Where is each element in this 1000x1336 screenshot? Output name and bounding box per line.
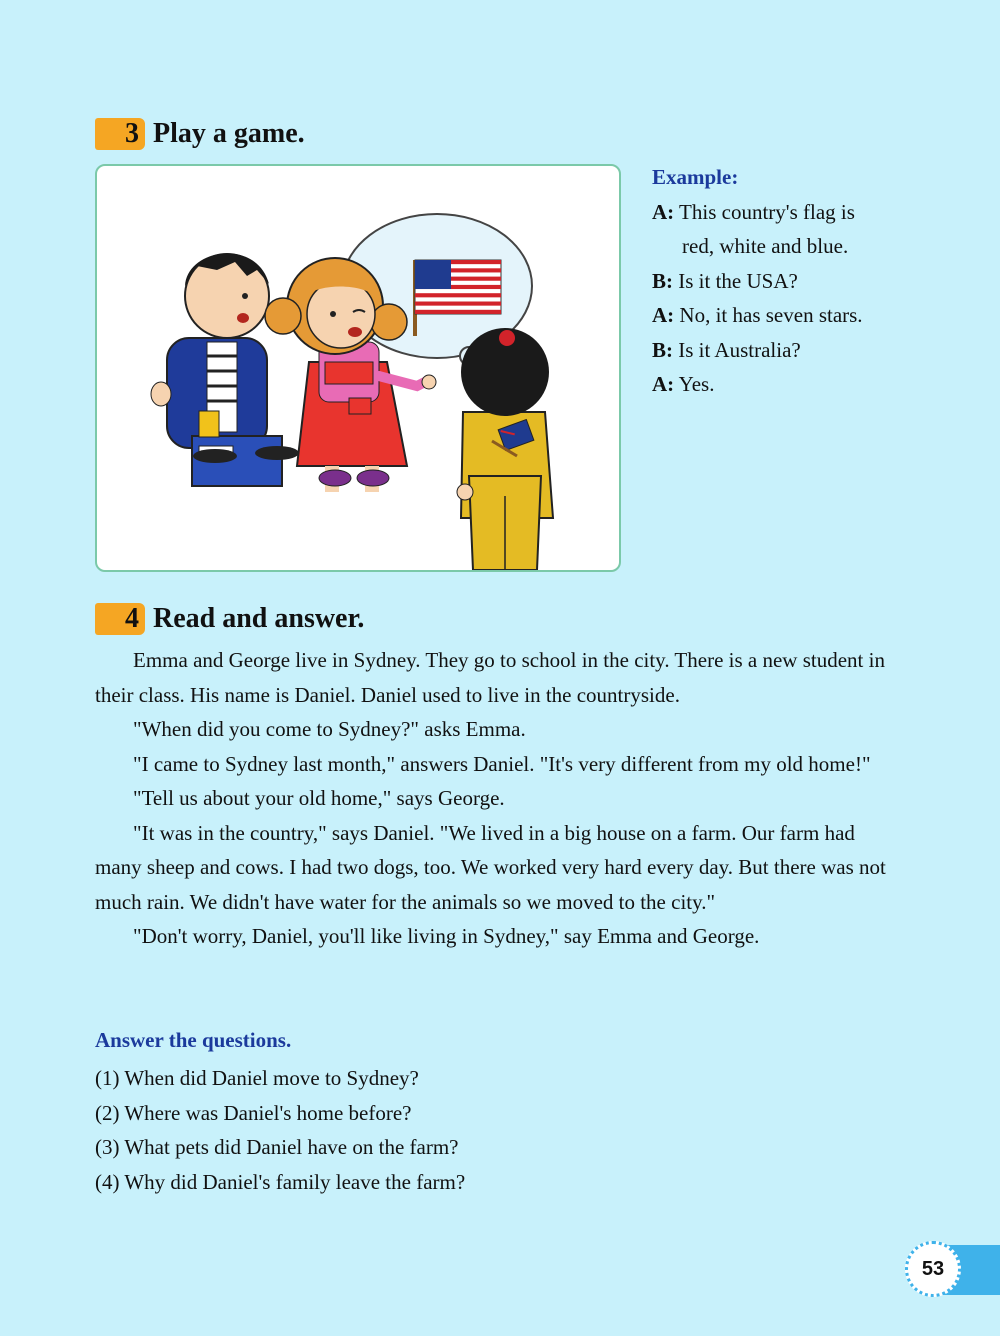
child-back-view	[457, 328, 553, 570]
passage-paragraph: "I came to Sydney last month," answers Daniel. "It's very different from my old home!"	[133, 751, 871, 776]
passage-paragraph: "It was in the country," says Daniel. "We lived in a big house on a farm. Our farm had many sheep and cows. I had two dogs, too. We worked very hard every day. But there was not much rain. We didn't have water for the animals so we moved to the city."	[95, 820, 886, 914]
illustration-frame	[95, 164, 621, 572]
dialogue-line: A: Yes.	[652, 372, 715, 396]
dialogue-line: A: No, it has seven stars.	[652, 303, 863, 327]
children-flag-illustration	[97, 166, 619, 570]
section-number-tab: 4	[95, 603, 145, 635]
section-4-heading	[95, 603, 364, 635]
dialogue-line: A: This country's flag is	[652, 199, 855, 224]
example-dialogue	[652, 160, 982, 402]
passage-paragraph: "Don't worry, Daniel, you'll like living in Sydney," say Emma and George.	[133, 924, 760, 948]
passage-paragraph: Emma and George live in Sydney. They go to school in the city. There is a new student in their class. His name is Daniel. Daniel used to live in the countryside.	[95, 648, 885, 707]
question-item: (1) When did Daniel move to Sydney?	[95, 1066, 419, 1090]
questions-title: Answer the questions.	[95, 1028, 292, 1052]
passage-paragraph: "Tell us about your old home," says George.	[133, 786, 505, 810]
example-title: Example:	[652, 165, 739, 189]
boy-figure	[151, 253, 299, 486]
reading-passage	[95, 643, 905, 954]
dialogue-line: red, white and blue.	[682, 234, 849, 258]
section-number-tab: 3	[95, 118, 145, 150]
dialogue-line: B: Is it the USA?	[652, 268, 798, 293]
section-title: Play a game.	[153, 118, 305, 149]
section-3-heading	[95, 118, 305, 150]
question-item: (3) What pets did Daniel have on the farm?	[95, 1135, 459, 1159]
dialogue-line: B: Is it Australia?	[652, 337, 801, 362]
passage-paragraph: "When did you come to Sydney?" asks Emma.	[133, 717, 526, 741]
question-item: (2) Where was Daniel's home before?	[95, 1100, 412, 1125]
section-title: Read and answer.	[153, 603, 365, 634]
page-number: 53	[905, 1241, 961, 1297]
question-item: (4) Why did Daniel's family leave the farm?	[95, 1169, 466, 1194]
questions-list	[95, 1061, 465, 1199]
